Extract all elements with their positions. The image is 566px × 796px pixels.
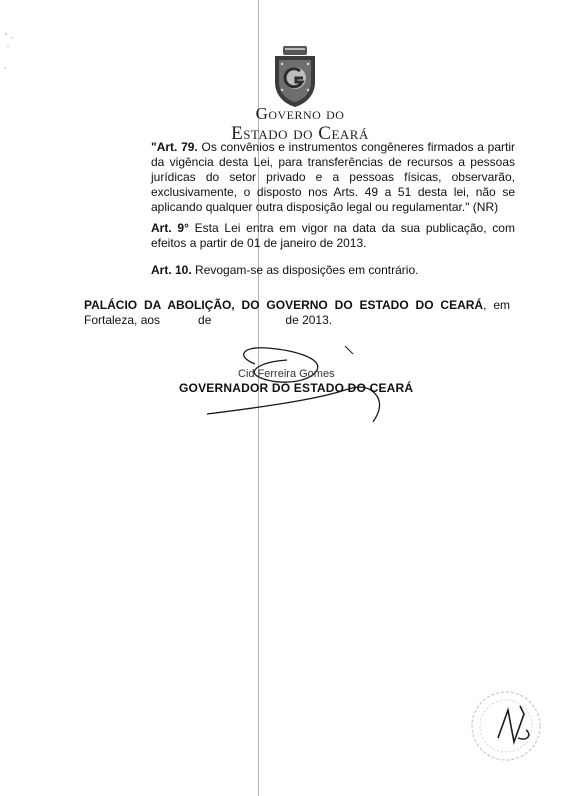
closing-text-1: , em Fortaleza, aos bbox=[84, 298, 510, 327]
article-10-paragraph bbox=[151, 263, 515, 278]
article-79-label: "Art. 79. bbox=[151, 140, 198, 154]
article-10-label: Art. 10. bbox=[151, 263, 192, 277]
article-79-paragraph bbox=[151, 140, 515, 215]
article-9-label: Art. 9° bbox=[151, 221, 189, 235]
closing-text-2: de bbox=[198, 313, 212, 327]
article-79-text: Os convênios e instrumentos congêneres firmados a partir da vigência desta Lei, para transferências de recursos a pessoas jurídicas do setor privado e a pessoas físicas, observarão, exclusivamente, o disposto nos Arts. 49 a 51 desta lei, não se aplicando qualquer outra disposição legal ou regulamentar." (NR) bbox=[151, 140, 515, 214]
letterhead-line-1: Governo do bbox=[255, 104, 345, 123]
closing-text-3: de 2013. bbox=[285, 313, 333, 327]
letterhead-line-2: Estado do Ceará bbox=[231, 123, 369, 144]
scan-specks bbox=[0, 30, 20, 80]
article-9-paragraph bbox=[151, 221, 515, 251]
article-9-text: Esta Lei entra em vigor na data da sua publicação, com efeitos a partir de 01 de janeiro de 2013. bbox=[151, 221, 515, 250]
closing-place: PALÁCIO DA ABOLIÇÃO, DO GOVERNO DO ESTADO DO CEARÁ bbox=[84, 298, 484, 312]
signatory-name: Cid Ferreira Gomes bbox=[238, 368, 335, 380]
ceara-coat-of-arms-icon bbox=[269, 44, 321, 108]
closing-paragraph bbox=[84, 298, 510, 328]
signatory-title: GOVERNADOR DO ESTADO DO CEARÁ bbox=[179, 381, 414, 395]
letterhead bbox=[190, 104, 410, 144]
article-10-text: Revogam-se as disposições em contrário. bbox=[191, 263, 419, 277]
page-stamp-initials bbox=[462, 680, 546, 780]
